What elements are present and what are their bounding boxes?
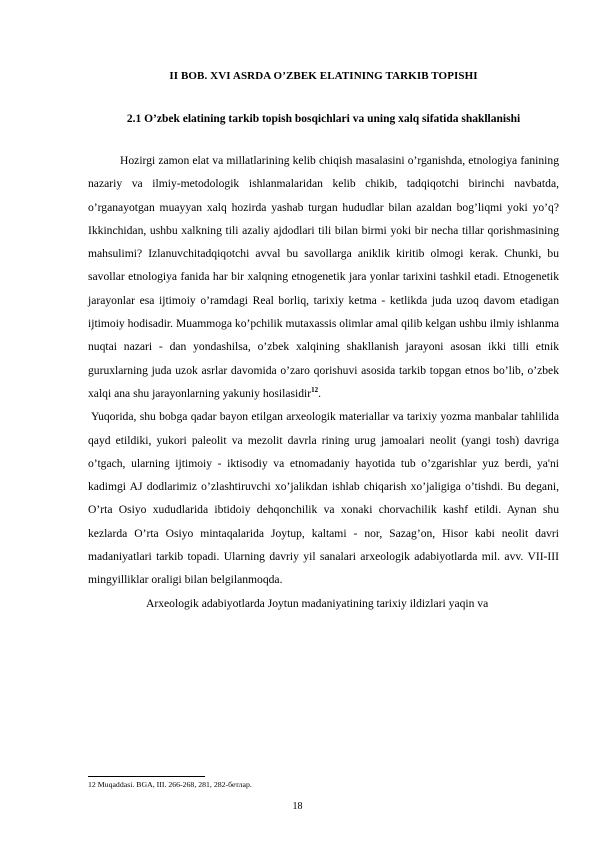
footnote-reference: 12 bbox=[311, 386, 319, 395]
body-text bbox=[88, 149, 559, 615]
page-number: 18 bbox=[292, 801, 303, 812]
footnote-separator bbox=[88, 776, 205, 777]
section-title: 2.1 O’zbek elatining tarkib topish bosqichlari va uning xalq sifatida shakllanishi bbox=[126, 113, 521, 125]
paragraph-1 bbox=[88, 149, 559, 405]
paragraph-3: Arxeologik adabiyotlarda Joytun madaniyatining tarixiy ildizlari yaqin va bbox=[146, 596, 489, 610]
footnote: 12 Muqaddasi. BGA, III. 266-268, 281, 282-бетлар. bbox=[88, 780, 252, 789]
paragraph-2: Yuqorida, shu bobga qadar bayon etilgan arxeologik materiallar va tarixiy yozma manbalar tahlilida qayd etildiki, yukori paleolit va mezolit davrla rining urug jamoalari neolit (yangi tosh) davriga o’tgach, ularning ijtimoiy - iktisodiy va etnomadaniy hayotida tub o’zgarishlar yuz berdi, ya'ni kadimgi AJ dodlarimiz o’zlashtiruvchi xo’jalikdan ishlab chiqarish xo’jaligiga o’tishdi. Bu degani, O’rta Osiyo xududlarida ibtidoiy dehqonchilik va xonaki chorvachilik kashf etildi. Aynan shu kezlarda O’rta Osiyo mintaqalarida Joytup, kaltami - nor, Sazag’on, Hisor kabi neolit davri madaniyatlari tarkib topadi. Ularning davriy yil sanalari arxeologik adabiyotlarda mil. avv. VII-III mingyilliklar oraligi bilan belgilanmoqda. bbox=[88, 410, 559, 587]
paragraph-1-end: . bbox=[318, 386, 322, 400]
paragraph-1-text: Hozirgi zamon elat va millatlarining kelib chiqish masalasini o’rganishda, etnologiya fanining nazariy va ilmiy-metodologik ishlanmalaridan kelib chikib, tadqiqotchi birinchi navbatda, o’rganayotgan muayyan xalq hozirda yashab turgan hududlar bilan azaldan bog’liqmi yoki yo’q? Ikkinchidan, ushbu xalkning tili azaliy ajdodlari tili bilan birmi yoki bir necha tillar qorishmasining mahsulimi? Izlanuvchitadqiqotchi avval bu savollarga aniklik kiritib olmogi kerak. Chunki, bu savollar etnologiya fanida har bir xalqning etnogenetik jara yonlar tarixini tashkil etadi. Etnogenetik jarayonlar esa ijtimoiy o’ramdagi Real borliq, tarixiy ketma - ketlikda juda uzoq davom etadigan ijtimoiy hodisadir. Muammoga ko’pchilik mutaxassis olimlar amal qilib kelgan ushbu ilmiy ishlanma nuqtai nazari - dan yondashilsa, o’zbek xalqining shakllanish jarayoni asosan ikki tilli etnik guruxlarning juda uzok asrlar davomida o’zaro qorishuvi asosida tarkib topgan etnos bo’lib, o’zbek xalqi ana shu jarayonlarning yakuniy hosilasidir bbox=[88, 154, 559, 400]
chapter-title: II BOB. XVI ASRDA O’ZBEK ELATINING TARKIB TOPISHI bbox=[169, 70, 478, 82]
